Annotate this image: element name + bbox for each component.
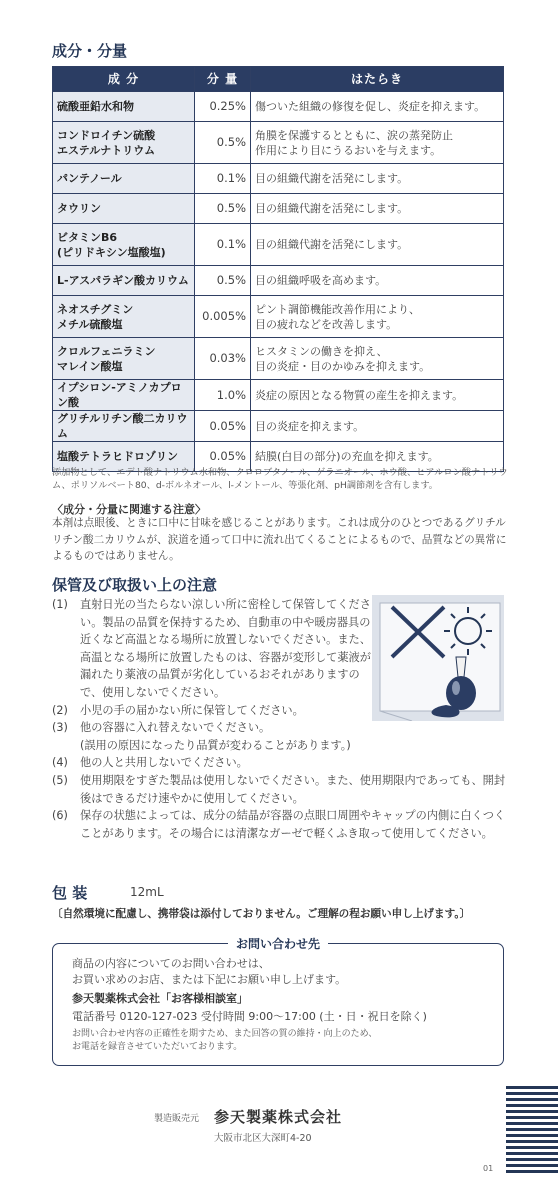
ingredient-amount: 0.25% — [195, 92, 251, 122]
ingredient-function: 結膜(白目の部分)の充血を抑えます。 — [251, 442, 504, 472]
contact-note: お問い合わせ内容の正確性を期すため、また回答の質の維持・向上のため、 お電話を録音させていただいております。 — [72, 1029, 378, 1052]
ingredient-amount: 0.03% — [195, 338, 251, 380]
table-row — [53, 380, 504, 411]
table-row — [53, 92, 504, 122]
ingredient-function: 角膜を保護するとともに、涙の蒸発防止 作用により目にうるおいを与えます。 — [251, 122, 504, 164]
ingredient-amount: 0.5% — [195, 266, 251, 296]
maker-name: 参天製薬株式会社 — [214, 1108, 343, 1126]
caution-body: 本剤は点眼後、ときに口中に甘味を感じることがあります。これは成分のひとつであるグリチルリチン酸二カリウムが、涙道を通って口中に流れ出てくることによるもので、品質などの異常によるものではありません。 — [52, 517, 507, 562]
header-amount: 分 量 — [195, 67, 251, 92]
storage-title: 保管及び取扱い上の注意 — [52, 576, 218, 594]
item-number: (5) — [52, 773, 68, 787]
ingredient-name: タウリン — [53, 194, 195, 224]
ingredient-function: 傷ついた組織の修復を促し、炎症を抑えます。 — [251, 92, 504, 122]
ingredient-amount: 1.0% — [195, 380, 251, 411]
ingredient-amount: 0.1% — [195, 164, 251, 194]
storage-item — [52, 807, 508, 842]
ingredient-function: ピント調節機能改善作用により、 目の疲れなどを改善します。 — [251, 296, 504, 338]
header-ingredient: 成 分 — [53, 67, 195, 92]
maker-address: 大阪市北区大深町4-20 — [214, 1133, 312, 1144]
ingredient-function: ヒスタミンの働きを抑え、 目の炎症・目のかゆみを抑えます。 — [251, 338, 504, 380]
ingredient-name: ビタミンB6 (ピリドキシン塩酸塩) — [53, 224, 195, 266]
ingredient-amount: 0.5% — [195, 122, 251, 164]
ingredient-name: コンドロイチン硫酸 エステルナトリウム — [53, 122, 195, 164]
table-row — [53, 266, 504, 296]
ingredient-name: L-アスパラギン酸カリウム — [53, 266, 195, 296]
no-sunlight-illustration — [372, 595, 504, 721]
ingredient-amount: 0.05% — [195, 442, 251, 472]
item-number: (2) — [52, 703, 68, 717]
contact-company: 参天製薬株式会社「お客様相談室」 — [72, 992, 248, 1005]
packaging-note: 〔自然環境に配慮し、携帯袋は添付しておりません。ご理解の程お願い申し上げます。〕 — [52, 908, 471, 920]
contact-title — [52, 935, 504, 952]
ingredient-amount: 0.1% — [195, 224, 251, 266]
ingredient-name: 塩酸テトラヒドロゾリン — [53, 442, 195, 472]
contact-phone: 電話番号 0120-127-023 受付時間 9:00～17:00 (土・日・祝日を除く) — [72, 1010, 427, 1023]
header-function: はたらき — [251, 67, 504, 92]
caution-title: 〈成分・分量に関連する注意〉 — [52, 503, 206, 516]
ingredient-name: クロルフェニラミン マレイン酸塩 — [53, 338, 195, 380]
item-text: 小児の手の届かない所に保管してください。 — [80, 703, 304, 717]
window-frame — [380, 603, 500, 711]
ingredient-name: ネオスチグミン メチル硫酸塩 — [53, 296, 195, 338]
contact-intro: 商品の内容についてのお問い合わせは、 お買い求めのお店、または下記にお願い申し上げます。 — [72, 957, 347, 986]
maker-label: 製造販売元 — [154, 1114, 200, 1124]
ingredient-amount: 0.5% — [195, 194, 251, 224]
table-row — [53, 411, 504, 442]
ingredient-name: イプシロン-アミノカプロン酸 — [53, 380, 195, 411]
ingredient-function: 目の組織代謝を活発にします。 — [251, 194, 504, 224]
packaging-volume: 12mL — [130, 885, 164, 899]
item-text: 他の容器に入れ替えないでください。 (誤用の原因になったり品質が変わることがあります。) — [80, 721, 351, 752]
storage-item — [52, 772, 508, 807]
storage-item — [52, 719, 508, 754]
ingredient-function: 目の組織呼吸を高めます。 — [251, 266, 504, 296]
item-text: 直射日光の当たらない涼しい所に密栓して保管してください。製品の品質を保持するため、自動車の中や暖房器具の近くなど高温となる場所に放置しないでください。また、高温となる場所に放置したものは、容器が変形して薬液が漏れたり薬液の品質が劣化しているおそれがありますので、使用しないでください。 — [80, 598, 371, 699]
item-text: 他の人と共用しないでください。 — [80, 756, 248, 770]
table-row — [53, 338, 504, 380]
table-row — [53, 296, 504, 338]
table-row — [53, 164, 504, 194]
packaging-title: 包 装 — [52, 884, 88, 902]
ingredient-name: グリチルリチン酸二カリウム — [53, 411, 195, 442]
item-number: (4) — [52, 756, 68, 770]
table-header-row — [53, 67, 504, 92]
ingredient-function: 目の組織代謝を活発にします。 — [251, 164, 504, 194]
ingredients-title: 成分・分量 — [52, 42, 128, 60]
item-number: (3) — [52, 721, 68, 735]
ingredient-function: 炎症の原因となる物質の産生を抑えます。 — [251, 380, 504, 411]
item-number: (6) — [52, 809, 68, 823]
ingredients-table — [52, 66, 504, 472]
storage-item — [52, 754, 508, 772]
ingredient-name: 硫酸亜鉛水和物 — [53, 92, 195, 122]
table-row — [53, 194, 504, 224]
ingredient-amount: 0.005% — [195, 296, 251, 338]
item-number: (1) — [52, 598, 68, 611]
table-row — [53, 122, 504, 164]
ingredient-function: 目の炎症を抑えます。 — [251, 411, 504, 442]
item-text: 保存の状態によっては、成分の結晶が容器の点眼口周囲やキャップの内側に白くつくことがあります。その場合には清潔なガーゼで軽くふき取って使用してください。 — [80, 809, 506, 840]
ingredient-amount: 0.05% — [195, 411, 251, 442]
table-row — [53, 224, 504, 266]
page-number: 01 — [483, 1164, 494, 1173]
color-bar-stripes — [506, 1086, 558, 1178]
additives-text: 添加物として、エデト酸ナトリウム水和物、クロロブタノール、ゲラニオール、ホウ酸、ヒアルロン酸ナトリウム、ポリソルベート80、d-ボルネオール、l-メントール、等張化剤、pH調節剤を含有します。 — [52, 467, 508, 491]
contact-title-text: お問い合わせ先 — [228, 937, 328, 951]
ingredient-name: パンテノール — [53, 164, 195, 194]
item-text: 使用期限をすぎた製品は使用しないでください。また、使用期限内であっても、開封後はできるだけ速やかに使用してください。 — [80, 773, 506, 805]
ingredient-function: 目の組織代謝を活発にします。 — [251, 224, 504, 266]
